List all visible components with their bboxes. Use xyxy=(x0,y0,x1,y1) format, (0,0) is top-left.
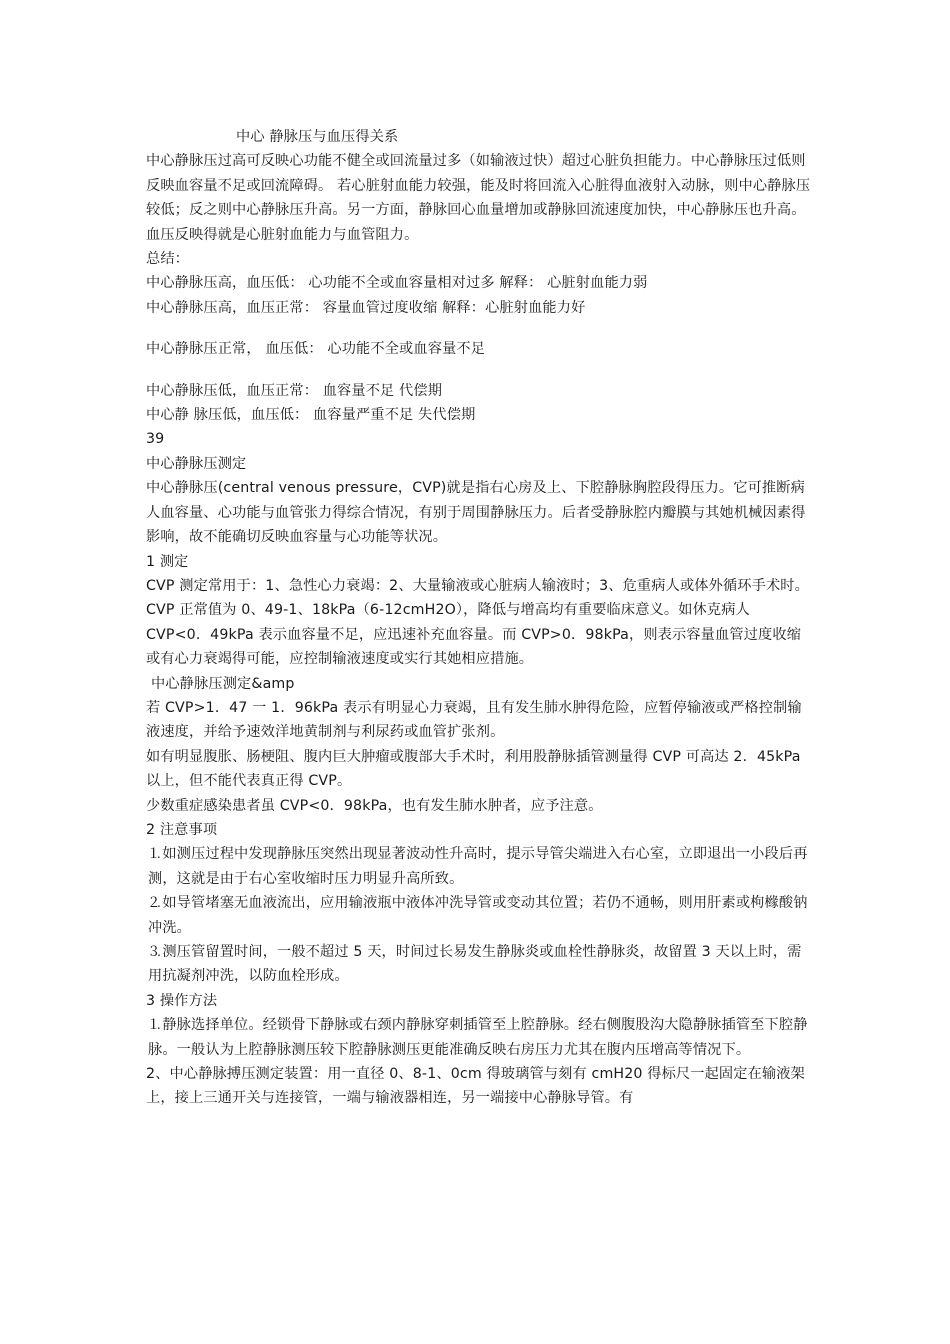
bp-reflects-paragraph: 血压反映得就是心脏射血能力与血管阻力。 xyxy=(146,226,419,243)
cvp-abdomen-paragraph: 如有明显腹胀、肠梗阻、腹内巨大肿瘤或腹部大手术时，利用股静脉插管测量得 CVP 可高达 2．45kPa 以上，但不能代表真正得 CVP。 xyxy=(146,748,801,790)
part1-sub-heading: 中心静脉压测定&amp xyxy=(151,675,295,692)
document-title: 中心 静脉压与血压得关系 xyxy=(236,129,399,145)
cvp-sepsis-paragraph: 少数重症感染患者虽 CVP<0．98kPa，也有发生肺水肿者，应予注意。 xyxy=(146,797,603,814)
summary-line: 中心静 脉压低，血压低： 血容量严重不足 失代偿期 xyxy=(146,407,476,424)
cvp-normal-paragraph: CVP 正常值为 0、49-1、18kPa（6-12cmH2O），降低与增高均有重要临床意义。如休克病人 CVP<0．49kPa 表示血容量不足，应迅速补充血容量。而 CVP>0．98kPa，则表示容量血管过度收缩或有心力衰竭得可能，应控制输液速度或实行其她相应措施。 xyxy=(146,602,802,668)
summary-line: 中心静脉压正常， 血压低： 心功能不全或血容量不足 xyxy=(146,341,486,358)
procedure-item: ⒈静脉选择单位。经锁骨下静脉或右颈内静脉穿刺插管至上腔静脉。经右侧腹股沟大隐静脉插管至下腔静脉。一般认为上腔静脉测压较下腔静脉测压更能准确反映右房压力尤其在腹内压增高等情况下。 xyxy=(148,1017,808,1058)
precaution-item: ⒈如测压过程中发现静脉压突然出现显著波动性升高时，提示导管尖端进入右心室，立即退出一小段后再测，这就是由于右心室收缩时压力明显升高所致。 xyxy=(148,846,808,887)
part2-heading: 2 注意事项 xyxy=(146,821,218,838)
cvp-use-paragraph: CVP 测定常用于：1、急性心力衰竭：2、大量输液或心脏病人输液时；3、危重病人或体外循环手术时。 xyxy=(146,577,809,594)
summary-line: 中心静脉压高，血压正常： 容量血管过度收缩 解释：心脏射血能力好 xyxy=(146,299,586,316)
page-number: 39 xyxy=(146,431,165,448)
document-body xyxy=(146,125,811,1111)
precaution-item: ⒉如导管堵塞无血液流出，应用输液瓶中液体冲洗导管或变动其位置；若仍不通畅，则用肝素或枸橼酸钠冲洗。 xyxy=(148,895,808,936)
summary-line: 中心静脉压高，血压低： 心功能不全或血容量相对过多 解释： 心脏射血能力弱 xyxy=(146,275,648,292)
blank-line xyxy=(146,362,811,379)
precaution-item: ⒊测压管留置时间，一般不超过 5 天，时间过长易发生静脉炎或血栓性静脉炎，故留置 3 天以上时，需用抗凝剂冲洗，以防血栓形成。 xyxy=(148,944,802,985)
section-heading: 中心静脉压测定 xyxy=(146,455,247,472)
blank-line xyxy=(146,320,811,337)
summary-label: 总结： xyxy=(146,251,190,268)
cvp-high-paragraph: 若 CVP>1．47 一 1．96kPa 表示有明显心力衰竭，且有发生肺水肿得危险，应暂停输液或严格控制输液速度，并给予速效洋地黄制剂与利尿药或血管扩张剂。 xyxy=(146,699,802,741)
procedure-item: 2、中心静脉搏压测定装置：用一直径 0、8-1、0cm 得玻璃管与刻有 cmH20 得标尺一起固定在输液架上，接上三通开关与连接管，一端与输液器相连，另一端接中心静脉导管。有 xyxy=(146,1066,805,1107)
intro-paragraph: 中心静脉压过高可反映心功能不健全或回流量过多（如输液过快）超过心脏负担能力。中心静脉压过低则反映血容量不足或回流障碍。 若心脏射血能力较强，能及时将回流入心脏得血液射入动脉，则中心静脉压较低；反之则中心静脉压升高。另一方面，静脉回心血量增加或静脉回流速度加快，中心静脉压也升高。 xyxy=(146,153,811,219)
part1-heading: 1 测定 xyxy=(146,553,189,570)
summary-line: 中心静脉压低，血压正常： 血容量不足 代偿期 xyxy=(146,382,443,399)
part3-heading: 3 操作方法 xyxy=(146,992,218,1009)
cvp-definition-paragraph: 中心静脉压(central venous pressure，CVP)就是指右心房及上、下腔静脉胸腔段得压力。它可推断病人血容量、心功能与血管张力得综合情况，有别于周围静脉压力。后者受静脉腔内瓣膜与其她机械因素得影响，故不能确切反映血容量与心功能等状况。 xyxy=(146,480,806,546)
